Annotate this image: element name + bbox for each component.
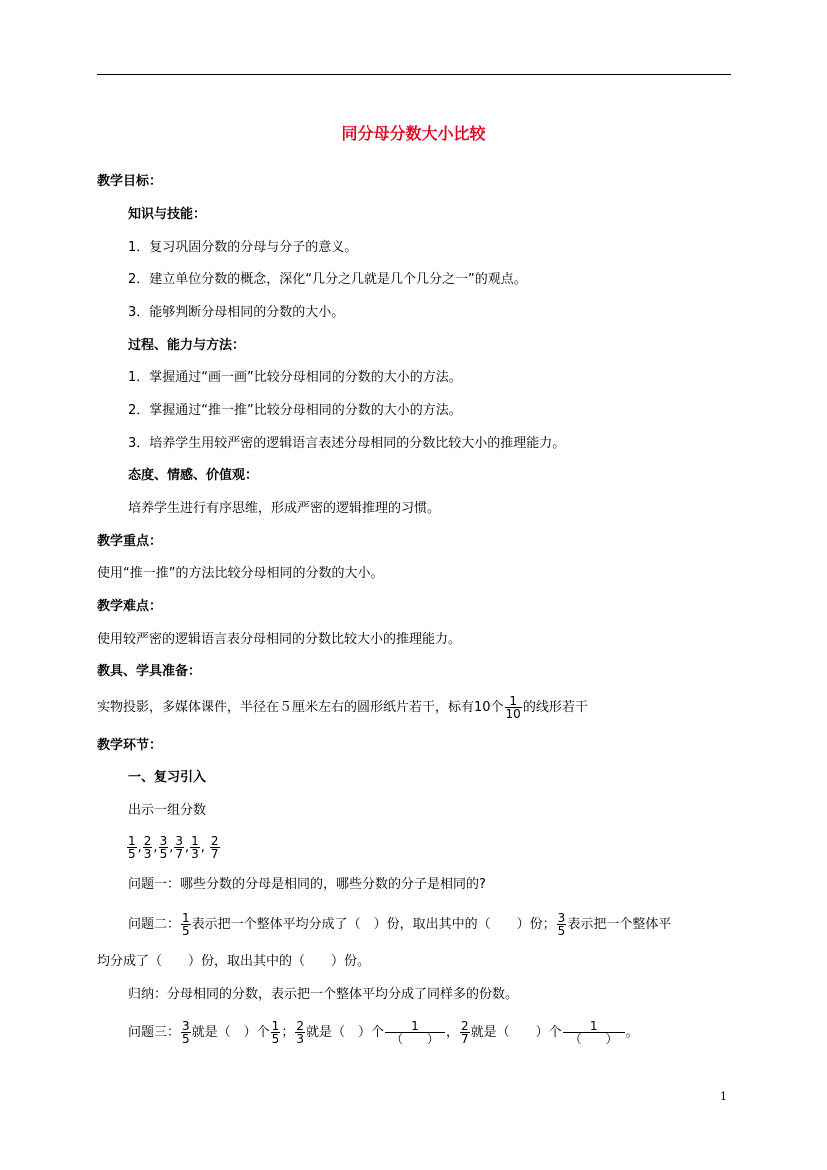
attitude-heading: 态度、情感、价值观： <box>128 468 259 483</box>
question-2-continued: 均分成了（ ）份，取出其中的（ ）份。 <box>97 954 371 969</box>
question-2-label: 问题二： <box>128 917 181 932</box>
steps-heading: 教学环节： <box>97 738 163 753</box>
question-3-separator: ； <box>281 1025 295 1040</box>
tools-text-part-b: 的线形若干 <box>522 700 588 715</box>
document-title: 同分母分数大小比较 <box>341 124 486 143</box>
question-3-text-c: 就是（ ）个 <box>470 1025 562 1040</box>
process-item-2: 2．掌握通过“推一推”比较分母相同的分数的大小的方法。 <box>128 403 462 418</box>
fraction-separator: , <box>137 840 142 855</box>
knowledge-heading: 知识与技能： <box>128 207 207 222</box>
key-point-text: 使用“推一推”的方法比较分母相同的分数的大小。 <box>97 566 384 581</box>
difficult-point-heading: 教学难点： <box>97 599 163 614</box>
key-point-heading: 教学重点： <box>97 534 163 549</box>
fraction-list-item: $\frac{2}{3}$ <box>143 834 152 861</box>
question-3-text-b: 就是（ ）个 <box>305 1025 384 1040</box>
fraction-three-fifths: $\frac{3}{5}$ <box>557 911 566 938</box>
fraction-list-item: $\frac{3}{7}$ <box>175 834 183 861</box>
question-2-text-b: 表示把一个整体平 <box>567 917 672 932</box>
review-heading: 一、复习引入 <box>128 770 207 785</box>
fraction-one-tenth: $\frac{1}{10}$ <box>505 694 521 721</box>
fraction-list-item: $\frac{1}{5}$ <box>128 834 136 861</box>
question-3 <box>128 1014 639 1052</box>
question-3-text-a: 就是（ ）个 <box>191 1025 270 1040</box>
tools-text-part-a: 实物投影，多媒体课件，半径在５厘米左右的圆形纸片若干，标有10个 <box>97 700 504 715</box>
show-fractions-text: 出示一组分数 <box>128 803 207 818</box>
question-3-label: 问题三： <box>128 1025 181 1040</box>
summary-text: 归纳：分母相同的分数，表示把一个整体平均分成了同样多的份数。 <box>128 987 519 1002</box>
goal-heading: 教学目标： <box>97 174 163 189</box>
question-2-text-a: 表示把一个整体平均分成了（ ）份，取出其中的（ ）份； <box>191 917 556 932</box>
process-heading: 过程、能力与方法： <box>128 338 246 353</box>
fraction-one-fifth: $\frac{1}{5}$ <box>182 911 190 938</box>
fraction-blank-denominator: $\frac{1}{( )}$ <box>385 1020 445 1045</box>
knowledge-item-1: 1．复习巩固分数的分母与分子的意义。 <box>128 240 358 255</box>
question-3-separator: ， <box>445 1025 459 1040</box>
fraction-list-item: $\frac{3}{5}$ <box>159 834 168 861</box>
attitude-item-1: 培养学生进行有序思维，形成严密的逻辑推理的习惯。 <box>128 501 441 516</box>
fraction-list <box>126 829 221 867</box>
fraction-separator: , <box>184 840 190 855</box>
knowledge-item-3: 3．能够判断分母相同的分数的大小。 <box>128 305 345 320</box>
fraction-blank-denominator: $\frac{1}{( )}$ <box>563 1020 625 1045</box>
fraction-separator: , <box>153 840 158 855</box>
fraction-list-item: $\frac{2}{7}$ <box>210 834 219 861</box>
question-1: 问题一：哪些分数的分母是相同的，哪些分数的分子是相同的? <box>128 877 486 892</box>
question-2 <box>128 906 671 944</box>
page-number: 1 <box>720 1090 727 1103</box>
fraction-separator: , <box>169 840 174 855</box>
process-item-1: 1．掌握通过“画一画”比较分母相同的分数的大小的方法。 <box>128 370 462 385</box>
knowledge-item-2: 2．建立单位分数的概念，深化“几分之几就是几个几分之一”的观点。 <box>128 272 527 287</box>
header-rule <box>97 74 731 75</box>
fraction-list-item: $\frac{1}{3}$ <box>191 834 199 861</box>
fraction-one-fifth: $\frac{1}{5}$ <box>271 1019 280 1046</box>
process-item-3: 3．培养学生用较严密的逻辑语言表述分母相同的分数比较大小的推理能力。 <box>128 436 566 451</box>
fraction-two-thirds: $\frac{2}{3}$ <box>296 1019 304 1046</box>
tools-text <box>97 691 588 725</box>
fraction-two-sevenths: $\frac{2}{7}$ <box>461 1019 469 1046</box>
tools-heading: 教具、学具准备： <box>97 664 202 679</box>
fraction-separator: , <box>200 840 205 855</box>
fraction-three-fifths: $\frac{3}{5}$ <box>182 1019 190 1046</box>
question-3-end: 。 <box>625 1025 639 1040</box>
difficult-point-text: 使用较严密的逻辑语言表分母相同的分数比较大小的推理能力。 <box>97 632 462 647</box>
